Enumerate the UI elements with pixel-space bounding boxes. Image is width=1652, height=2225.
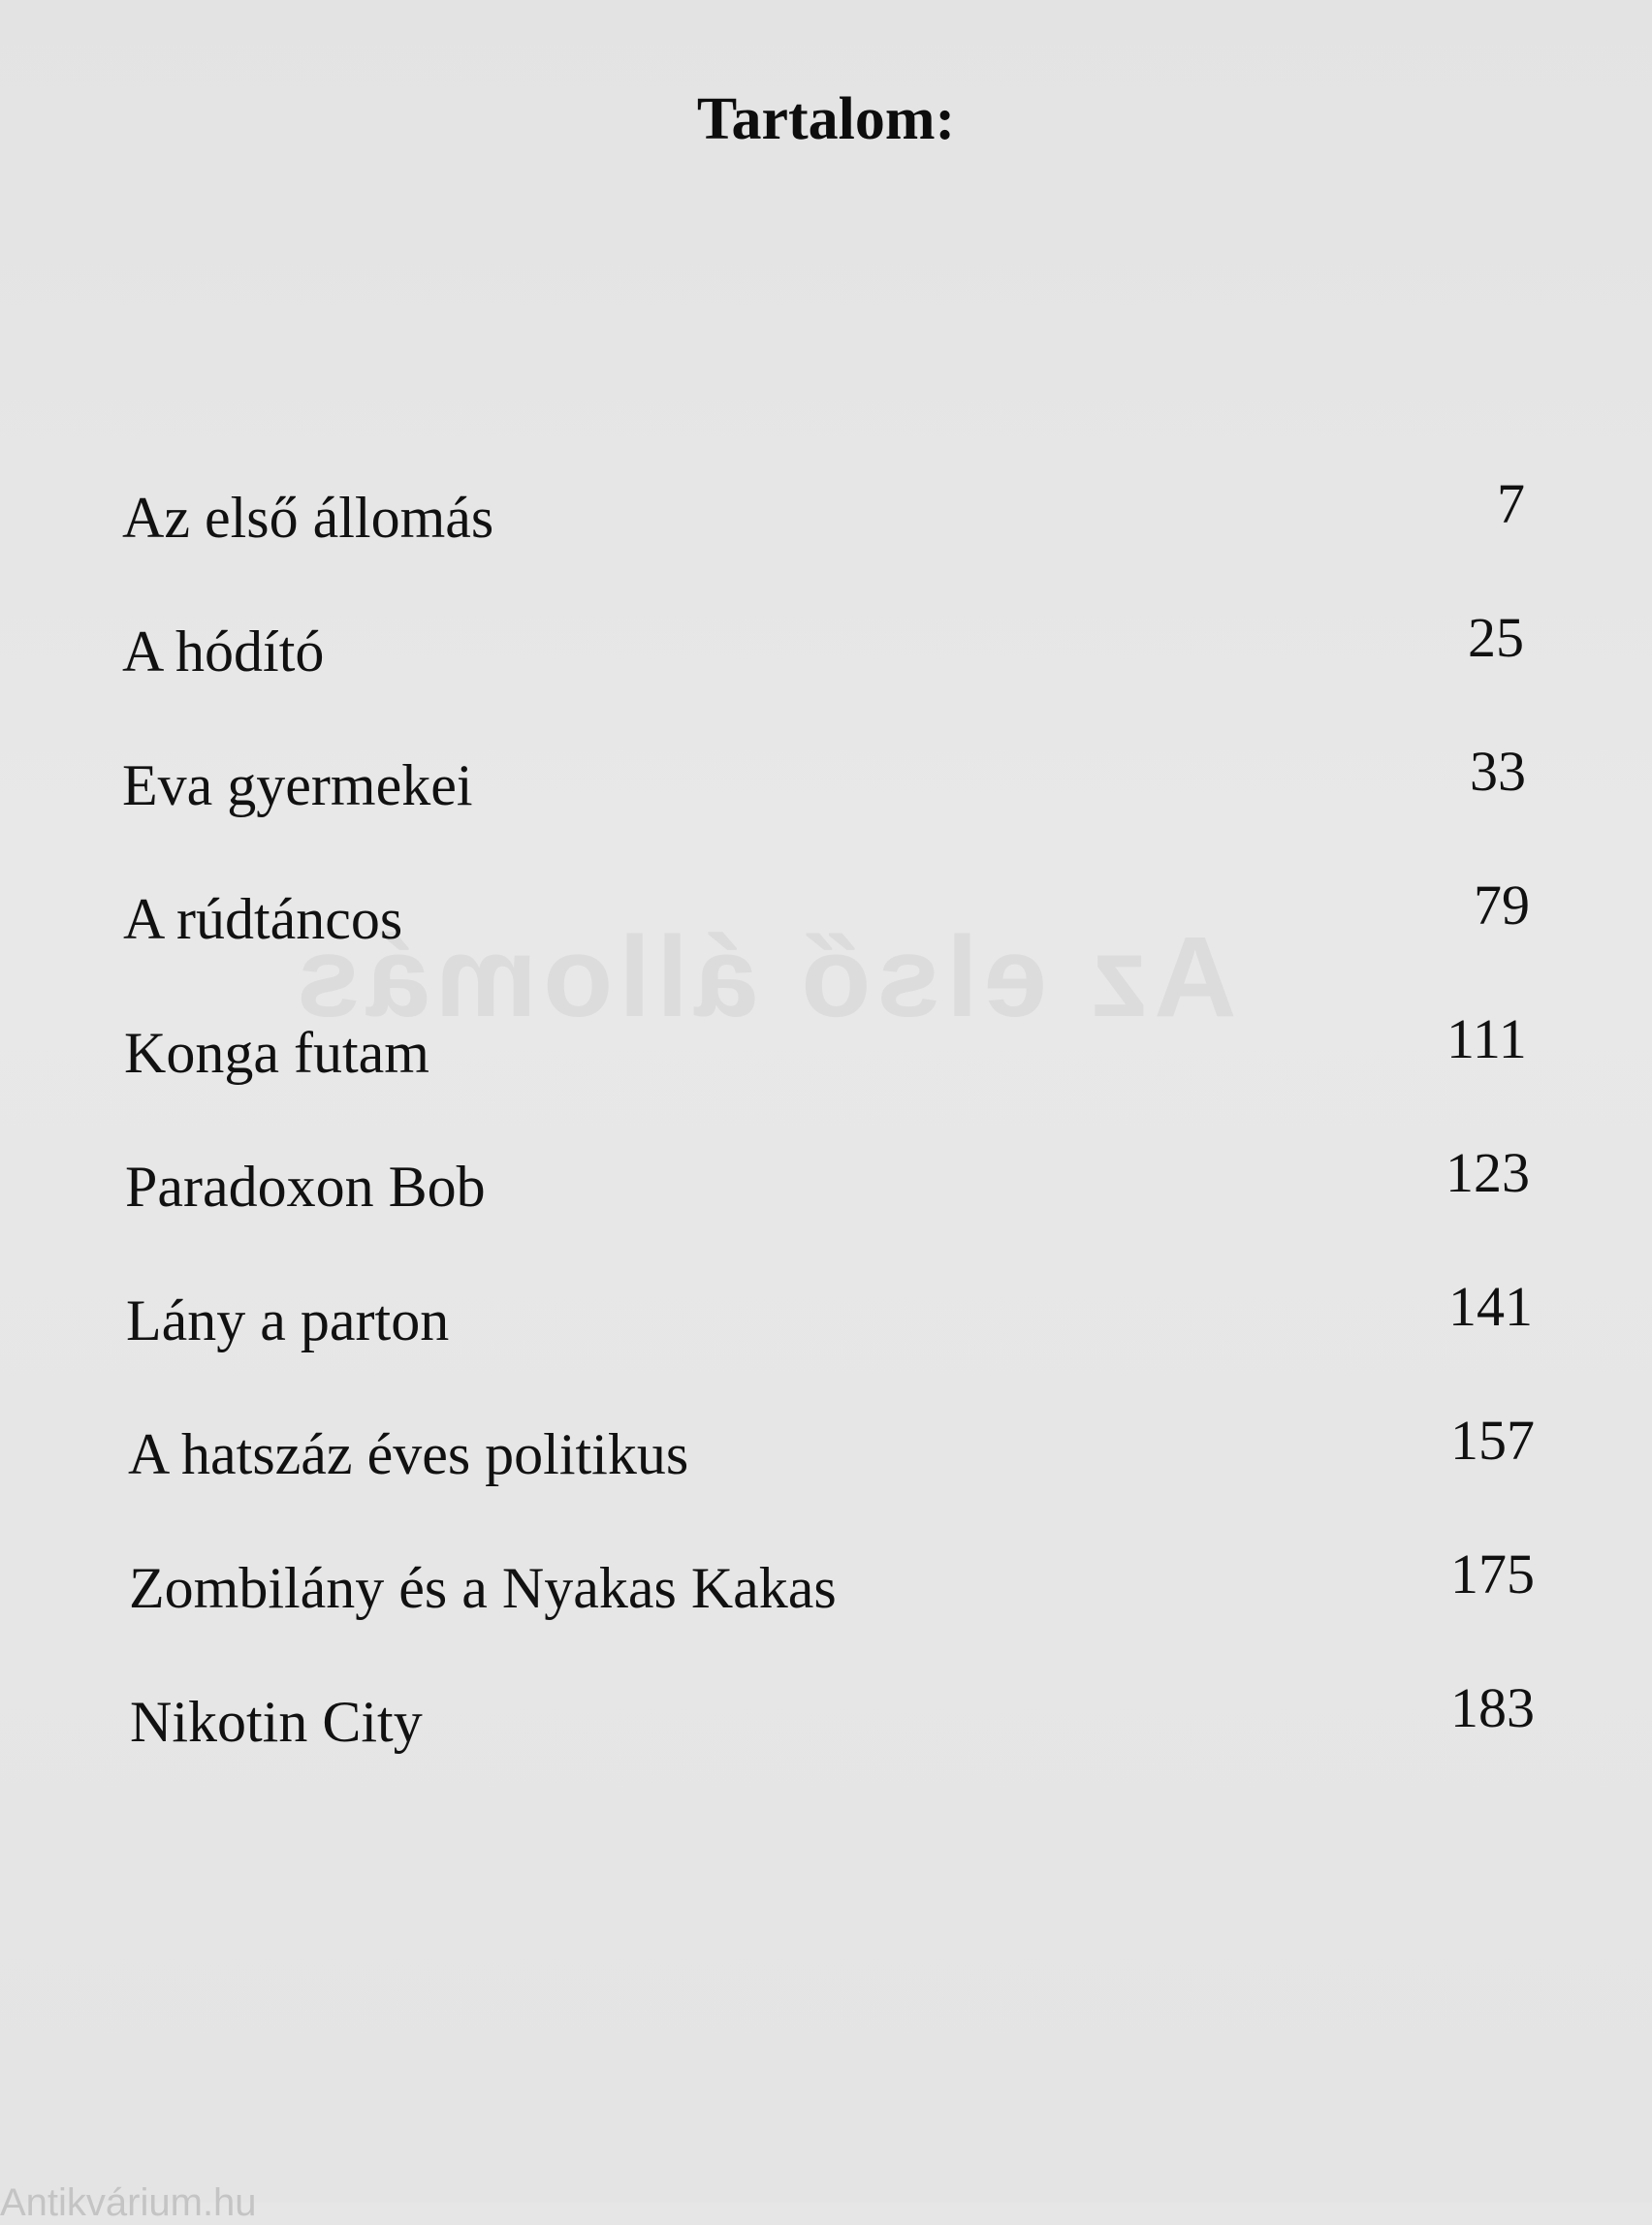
toc-entry-page: 33 xyxy=(1470,740,1526,803)
toc-entry-page: 79 xyxy=(1474,874,1530,937)
show-through-text: Az első állomás xyxy=(291,913,1237,1041)
page-title: Tartalom: xyxy=(696,86,956,152)
toc-entry-page: 183 xyxy=(1450,1676,1535,1739)
toc-entry-page: 111 xyxy=(1446,1007,1527,1070)
toc-entry-title: Konga futam xyxy=(124,1021,429,1085)
toc-entry-title: Paradoxon Bob xyxy=(125,1155,486,1219)
toc-entry-title: Lány a parton xyxy=(126,1288,450,1352)
toc-entry-title: Az első állomás xyxy=(122,486,494,550)
watermark: Antikvárium.hu xyxy=(0,2181,257,2224)
toc-entry-page: 123 xyxy=(1446,1141,1530,1204)
toc-entry-page: 175 xyxy=(1450,1542,1535,1605)
toc-entry-title: A hódító xyxy=(122,620,325,683)
toc-entry-page: 7 xyxy=(1497,472,1525,535)
toc-entry-title: A hatszáz éves politikus xyxy=(128,1422,689,1486)
toc-entry-title: Nikotin City xyxy=(130,1690,423,1754)
toc-entry-page: 157 xyxy=(1450,1409,1535,1472)
toc-entry-page: 141 xyxy=(1448,1275,1533,1338)
toc-entry-title: A rúdtáncos xyxy=(123,887,403,951)
toc-entry-title: Eva gyermekei xyxy=(122,753,473,817)
toc-entry-page: 25 xyxy=(1468,606,1524,669)
toc-entry-title: Zombilány és a Nyakas Kakas xyxy=(129,1556,837,1620)
